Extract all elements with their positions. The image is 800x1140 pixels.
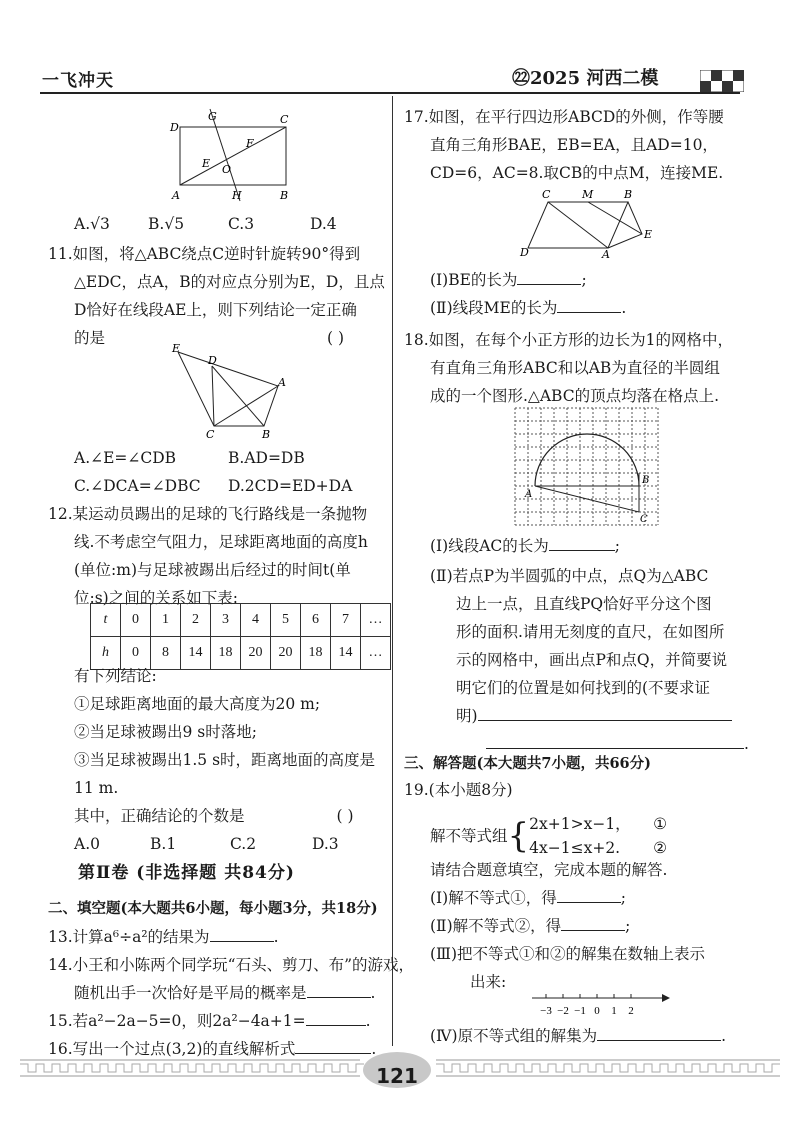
q19-step-1: (Ⅰ)解不等式①，得: [430, 889, 557, 907]
checker-decoration: [700, 70, 744, 92]
svg-text:E: E: [172, 342, 181, 355]
inequality-1: 2x+1>x−1，: [529, 815, 631, 833]
svg-text:G: G: [208, 110, 217, 123]
q15-blank: [306, 1007, 366, 1026]
q19-step-4: (Ⅳ)原不等式组的解集为: [430, 1027, 598, 1045]
q19-blank-2: [561, 912, 625, 931]
svg-text:A: A: [278, 376, 286, 389]
table-cell: 20: [241, 637, 271, 670]
svg-text:D: D: [170, 121, 179, 134]
q10-option-d: D.4: [310, 215, 337, 233]
q19-blank-1: [557, 884, 621, 903]
q17-blank-2: [557, 294, 621, 313]
svg-text:M: M: [582, 188, 594, 201]
q11-option-c: C.∠DCA=∠DBC: [74, 477, 201, 495]
table-cell: 7: [331, 604, 361, 637]
q11-option-a: A.∠E=∠CDB: [74, 449, 177, 467]
svg-text:E: E: [202, 157, 211, 170]
svg-text:B: B: [262, 428, 271, 440]
q11-line-3: D恰好在线段AE上，则下列结论一定正确: [74, 301, 357, 319]
q17-blank-1: [517, 266, 581, 285]
q18-part-1: (Ⅰ)线段AC的长为: [430, 537, 549, 555]
q18-part2-line-2: 边上一点，且直线PQ恰好平分这个图: [456, 595, 712, 613]
table-row-t: [91, 604, 391, 637]
svg-text:C: C: [542, 188, 551, 201]
q12-data-table: [90, 603, 391, 670]
q14-line-1: 14.小王和小陈两个同学玩“石头、剪刀、布”的游戏，: [48, 956, 414, 974]
series-title: ㉒2025 河西二模: [512, 68, 659, 89]
brace-icon: {: [507, 816, 530, 856]
q17-line-3: CD=6，AC=8.取CB的中点M，连接ME.: [430, 164, 724, 182]
q12-option-d: D.3: [312, 835, 339, 853]
table-cell: 14: [331, 637, 361, 670]
q17-part-1: (Ⅰ)BE的长为: [430, 271, 518, 289]
q12-conclusion-3-cont: 11 m.: [74, 779, 119, 797]
answer-section-title: 三、解答题(本大题共7小题，共66分): [404, 755, 651, 772]
q18-grid-figure: [512, 405, 662, 529]
q19-step-2: (Ⅱ)解不等式②，得: [430, 917, 562, 935]
q10-rectangle-figure: [168, 105, 298, 203]
table-cell: 20: [271, 637, 301, 670]
q14-blank: [307, 979, 371, 998]
q12-option-b: B.1: [150, 835, 177, 853]
q12-option-a: A.0: [74, 835, 100, 853]
svg-text:H: H: [232, 189, 242, 202]
q19-instruction: 请结合题意填空，完成本题的解答.: [430, 861, 668, 879]
q16-text: 16.写出一个过点(3,2)的直线解析式: [48, 1040, 296, 1058]
q11-line-1: 11.如图，将△ABC绕点C逆时针旋转90°得到: [48, 245, 361, 263]
q12-line-4: 位:s)之间的关系如下表:: [74, 589, 238, 607]
q18-part2-line-1: (Ⅱ)若点P为半圆弧的中点，点Q为△ABC: [430, 567, 709, 585]
q18-part2-line-6: 明): [456, 707, 478, 725]
q12-conclusion-2: ②当足球被踢出9 s时落地;: [74, 723, 257, 741]
inequality-2: 4x−1≤x+2.: [529, 839, 621, 857]
q19-intro: 解不等式组: [430, 827, 508, 845]
svg-text:D: D: [208, 354, 217, 367]
q18-line-1: 18.如图，在每个小正方形的边长为1的网格中，: [404, 331, 734, 349]
svg-text:B: B: [642, 475, 650, 486]
table-cell: h: [91, 637, 121, 670]
table-cell: 5: [271, 604, 301, 637]
q18-blank-1: [549, 532, 615, 551]
tick-label: −2: [557, 1005, 569, 1017]
svg-text:A: A: [172, 189, 180, 202]
svg-text:E: E: [644, 228, 653, 241]
tick-label: −1: [574, 1005, 586, 1017]
q17-line-2: 直角三角形BAE，EB=EA，且AD=10，: [430, 136, 718, 154]
q18-blank-2: [478, 702, 732, 721]
part2-title: 第Ⅱ卷 (非选择题 共84分): [78, 863, 295, 883]
q19-step-3-cont: 出来:: [470, 973, 507, 991]
table-cell: t: [91, 604, 121, 637]
q12-answer-paren: ( ): [336, 807, 354, 825]
table-cell: 6: [301, 604, 331, 637]
q10-option-c: C.3: [228, 215, 255, 233]
q13-text: 13.计算a⁶÷a²的结果为: [48, 928, 210, 946]
q18-line-3: 成的一个图形.△ABC的顶点均落在格点上.: [430, 387, 720, 405]
q12-line-1: 12.某运动员踢出的足球的飞行路线是一条抛物: [48, 505, 368, 523]
tick-label: −3: [540, 1005, 552, 1017]
tick-label: 0: [594, 1005, 600, 1017]
table-cell: 2: [181, 604, 211, 637]
q12-option-c: C.2: [230, 835, 257, 853]
q10-option-a: A.√3: [74, 215, 110, 233]
q12-question: 其中，正确结论的个数是: [74, 807, 245, 825]
q17-line-1: 17.如图，在平行四边形ABCD的外侧，作等腰: [404, 108, 724, 126]
table-cell: 0: [121, 637, 151, 670]
table-cell: …: [361, 604, 391, 637]
svg-text:A: A: [525, 489, 533, 500]
q18-part2-line-5: 明它们的位置是如何找到的(不要求证: [456, 679, 711, 697]
svg-text:C: C: [640, 514, 648, 525]
svg-text:B: B: [624, 188, 633, 201]
svg-text:D: D: [520, 246, 529, 258]
number-line: [528, 990, 674, 1020]
inequality-1-mark: ①: [653, 815, 668, 833]
q10-option-b: B.√5: [148, 215, 185, 233]
q12-conclusion-3: ③当足球被踢出1.5 s时，距离地面的高度是: [74, 751, 376, 769]
table-cell: 0: [121, 604, 151, 637]
q11-option-d: D.2CD=ED+DA: [228, 477, 353, 495]
tick-label: 1: [611, 1005, 617, 1017]
table-cell: …: [361, 637, 391, 670]
svg-text:C: C: [280, 113, 289, 126]
q11-line-4: 的是: [74, 329, 106, 347]
q12-line-3: (单位:m)与足球被踢出后经过的时间t(单: [74, 561, 351, 579]
header-rule: [40, 92, 740, 94]
svg-text:C: C: [206, 428, 215, 440]
svg-text:O: O: [222, 163, 232, 176]
inequality-2-mark: ②: [653, 839, 668, 857]
q12-conclusion-intro: 有下列结论:: [74, 667, 157, 685]
q11-option-b: B.AD=DB: [228, 449, 305, 467]
q14-line-2: 随机出手一次恰好是平局的概率是: [74, 984, 307, 1002]
table-cell: 18: [211, 637, 241, 670]
page-number: 121: [376, 1064, 418, 1088]
q17-parallelogram-figure: [516, 186, 656, 258]
table-cell: 18: [301, 637, 331, 670]
q13-blank: [210, 923, 274, 942]
q19-head: 19.(本小题8分): [404, 781, 513, 799]
q12-conclusion-1: ①足球距离地面的最大高度为20 m;: [74, 695, 321, 713]
table-cell: 1: [151, 604, 181, 637]
fill-section-title: 二、填空题(本大题共6小题，每小题3分，共18分): [48, 900, 378, 917]
q19-blank-4: [597, 1022, 721, 1041]
svg-text:B: B: [280, 189, 289, 202]
brand-logo-text: 一飞冲天: [42, 71, 114, 91]
table-cell: 4: [241, 604, 271, 637]
table-cell: 14: [181, 637, 211, 670]
q17-part-2: (Ⅱ)线段ME的长为: [430, 299, 558, 317]
q19-step-3: (Ⅲ)把不等式①和②的解集在数轴上表示: [430, 945, 706, 963]
q18-part2-line-3: 形的面积.请用无刻度的直尺，在如图所: [456, 623, 725, 641]
tick-label: 2: [628, 1005, 634, 1017]
svg-text:A: A: [602, 248, 610, 258]
q11-line-2: △EDC，点A，B的对应点分别为E，D，且点: [74, 273, 385, 291]
svg-text:F: F: [246, 137, 254, 150]
q12-line-2: 线.不考虑空气阻力，足球距离地面的高度h: [74, 533, 368, 551]
q18-line-2: 有直角三角形ABC和以AB为直径的半圆组: [430, 359, 720, 377]
table-cell: 3: [211, 604, 241, 637]
q11-rotation-figure: [170, 342, 290, 440]
table-cell: 8: [151, 637, 181, 670]
q18-part2-line-4: 示的网格中，画出点P和点Q，并简要说: [456, 651, 728, 669]
q18-blank-3: [486, 730, 744, 749]
q15-text: 15.若a²−2a−5=0，则2a²−4a+1=: [48, 1012, 306, 1030]
q11-answer-paren: ( ): [327, 329, 345, 347]
